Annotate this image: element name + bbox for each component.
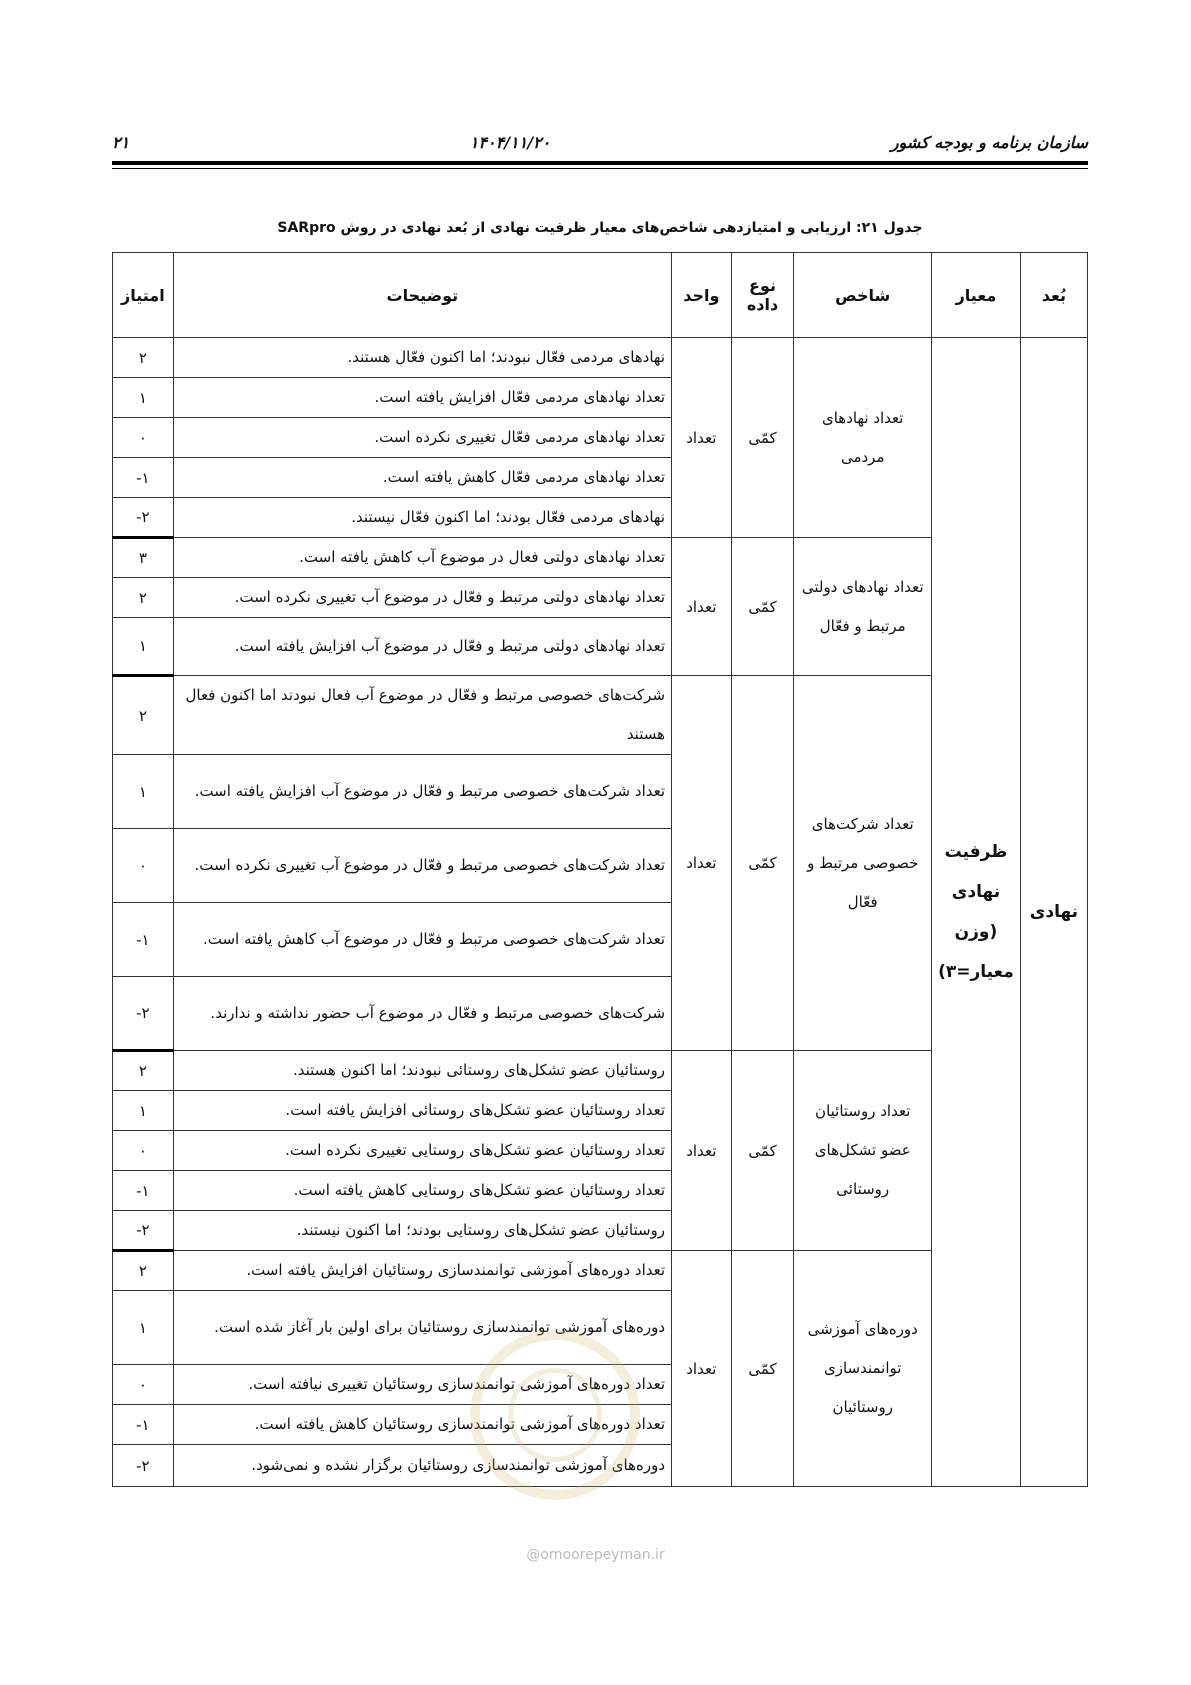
header-date: ۱۴۰۴/۱۱/۲۰	[469, 132, 551, 152]
unit-cell: تعداد	[672, 338, 732, 538]
description-cell: تعداد شرکت‌های خصوصی مرتبط و فعّال در موضوع آب افزایش یافته است.	[173, 755, 671, 829]
description-cell: تعداد نهادهای دولتی مرتبط و فعّال در موضوع آب تغییری نکرده است.	[173, 578, 671, 618]
score-cell: -۲	[113, 1211, 174, 1251]
data-type-cell: کمّی	[731, 1251, 794, 1487]
header-data-type: نوع داده	[731, 253, 794, 338]
description-cell: تعداد دوره‌های آموزشی توانمندسازی روستائیان افزایش یافته است.	[173, 1251, 671, 1291]
data-type-cell: کمّی	[731, 1051, 794, 1251]
dimension-cell: نهادی	[1020, 338, 1087, 1487]
score-cell: ۳	[113, 538, 174, 578]
score-cell: ۲	[113, 676, 174, 755]
header-indicator: شاخص	[794, 253, 932, 338]
description-cell: تعداد روستائیان عضو تشکل‌های روستایی تغییری نکرده است.	[173, 1131, 671, 1171]
unit-cell: تعداد	[672, 1251, 732, 1487]
criterion-cell: ظرفیت نهادی (وزن معیار=۳)	[932, 338, 1021, 1487]
score-cell: ۱	[113, 755, 174, 829]
description-cell: دوره‌های آموزشی توانمندسازی روستائیان برای اولین بار آغاز شده است.	[173, 1291, 671, 1365]
score-cell: ۱	[113, 1291, 174, 1365]
table-caption: جدول ۲۱: ارزیابی و امتیازدهی شاخص‌های معیار ظرفیت نهادی از بُعد نهادی در روش SARpro	[277, 220, 923, 236]
description-cell: تعداد نهادهای مردمی فعّال تغییری نکرده است.	[173, 418, 671, 458]
score-cell: -۱	[113, 903, 174, 977]
data-type-cell: کمّی	[731, 338, 794, 538]
description-cell: تعداد روستائیان عضو تشکل‌های روستایی کاهش یافته است.	[173, 1171, 671, 1211]
score-cell: -۱	[113, 458, 174, 498]
description-cell: تعداد دوره‌های آموزشی توانمندسازی روستائیان تغییری نیافته است.	[173, 1365, 671, 1405]
score-cell: ۰	[113, 1365, 174, 1405]
score-cell: ۲	[113, 1251, 174, 1291]
description-cell: تعداد شرکت‌های خصوصی مرتبط و فعّال در موضوع آب کاهش یافته است.	[173, 903, 671, 977]
unit-cell: تعداد	[672, 676, 732, 1051]
description-cell: تعداد نهادهای دولتی مرتبط و فعّال در موضوع آب افزایش یافته است.	[173, 618, 671, 676]
description-cell: شرکت‌های خصوصی مرتبط و فعّال در موضوع آب حضور نداشته و ندارند.	[173, 977, 671, 1051]
header-organization: سازمان برنامه و بودجه کشور	[890, 132, 1088, 152]
header-criterion: معیار	[932, 253, 1021, 338]
description-cell: تعداد نهادهای دولتی فعال در موضوع آب کاهش یافته است.	[173, 538, 671, 578]
score-cell: ۱	[113, 378, 174, 418]
page-number: ۲۱	[112, 132, 130, 152]
score-cell: ۲	[113, 338, 174, 378]
score-cell: -۲	[113, 1445, 174, 1487]
indicator-cell: دوره‌های آموزشی توانمندسازی روستائیان	[794, 1251, 932, 1487]
scoring-table	[112, 252, 1088, 1487]
score-cell: ۰	[113, 1131, 174, 1171]
indicator-cell: تعداد روستائیان عضو تشکل‌های روستائی	[794, 1051, 932, 1251]
header-rule-thin	[112, 168, 1088, 169]
table-row	[113, 338, 1088, 378]
description-cell: دوره‌های آموزشی توانمندسازی روستائیان برگزار نشده و نمی‌شود.	[173, 1445, 671, 1487]
watermark-site: @omoorepeyman.ir	[526, 1547, 665, 1563]
indicator-cell: تعداد نهادهای مردمی	[794, 338, 932, 538]
score-cell: ۲	[113, 1051, 174, 1091]
unit-cell: تعداد	[672, 538, 732, 676]
header-unit: واحد	[672, 253, 732, 338]
description-cell: نهادهای مردمی فعّال بودند؛ اما اکنون فعّال نیستند.	[173, 498, 671, 538]
data-type-cell: کمّی	[731, 676, 794, 1051]
description-cell: روستائیان عضو تشکل‌های روستائی نبودند؛ اما اکنون هستند.	[173, 1051, 671, 1091]
score-cell: -۲	[113, 977, 174, 1051]
page-header	[112, 128, 1088, 156]
description-cell: نهادهای مردمی فعّال نبودند؛ اما اکنون فعّال هستند.	[173, 338, 671, 378]
score-cell: ۰	[113, 829, 174, 903]
indicator-cell: تعداد نهادهای دولتی مرتبط و فعّال	[794, 538, 932, 676]
score-cell: ۱	[113, 1091, 174, 1131]
header-dimension: بُعد	[1020, 253, 1087, 338]
data-type-cell: کمّی	[731, 538, 794, 676]
header-rule-thick	[112, 161, 1088, 165]
description-cell: تعداد دوره‌های آموزشی توانمندسازی روستائیان کاهش یافته است.	[173, 1405, 671, 1445]
indicator-cell: تعداد شرکت‌های خصوصی مرتبط و فعّال	[794, 676, 932, 1051]
description-cell: تعداد نهادهای مردمی فعّال افزایش یافته است.	[173, 378, 671, 418]
table-header-row	[113, 253, 1088, 338]
score-cell: ۰	[113, 418, 174, 458]
description-cell: روستائیان عضو تشکل‌های روستایی بودند؛ اما اکنون نیستند.	[173, 1211, 671, 1251]
description-cell: تعداد شرکت‌های خصوصی مرتبط و فعّال در موضوع آب تغییری نکرده است.	[173, 829, 671, 903]
header-score: امتیاز	[113, 253, 174, 338]
score-cell: -۱	[113, 1405, 174, 1445]
score-cell: -۲	[113, 498, 174, 538]
table-body	[113, 338, 1088, 1487]
header-description: توضیحات	[173, 253, 671, 338]
description-cell: تعداد روستائیان عضو تشکل‌های روستائی افزایش یافته است.	[173, 1091, 671, 1131]
score-cell: -۱	[113, 1171, 174, 1211]
score-cell: ۲	[113, 578, 174, 618]
score-cell: ۱	[113, 618, 174, 676]
description-cell: شرکت‌های خصوصی مرتبط و فعّال در موضوع آب فعال نبودند اما اکنون فعال هستند	[173, 676, 671, 755]
unit-cell: تعداد	[672, 1051, 732, 1251]
description-cell: تعداد نهادهای مردمی فعّال کاهش یافته است.	[173, 458, 671, 498]
